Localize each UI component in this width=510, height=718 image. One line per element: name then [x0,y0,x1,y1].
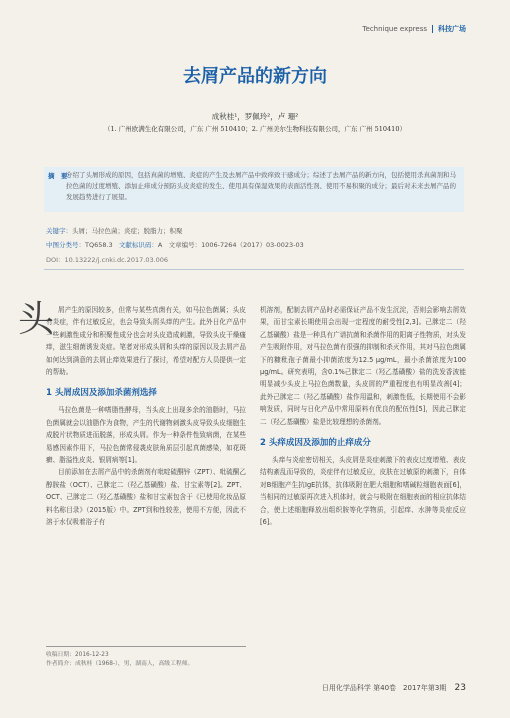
running-header [362,24,466,34]
classification-line [46,240,304,249]
abstract-label: 摘 要： [48,172,74,180]
keywords-text: 头屑；马拉色菌；炎症；脱脂力；积聚 [72,227,183,235]
received-date: 收稿日期：2016-12-23 [46,652,109,658]
author-bio: 作者简介：成秋桂（1968-），男，湖南人，高级工程师。 [46,661,194,667]
journal-name: 日用化学品科学 [321,684,371,692]
clc-value: TQ658.3 [85,241,113,249]
section-2-paragraph-1: 头痒与炎症密切相关，头皮屑是炎症刺激下的表皮过度增殖、表皮结构紊乱而导致的，炎症伴有过敏反应，皮肤在过敏原的刺激下，自体对B细胞产生抗IgE抗体，抗体吸附在肥大细胞和嗜碱粒细胞表面[6]，当相同的过敏原再次进入机体时，就会与吸附在细胞表面的相应抗体结合，使上述细胞释放出组织胺等化学物质，引起痒、水肿等炎症反应[6]。 [260,456,466,527]
right-paragraph-1: 机溶剂，配制去屑产品时必需保证产品不发生沉淀，否则会影响去屑效果，而甘宝素长期使用会出现一定程度的耐受性[2,3]。己脒定二（羟乙基磺酸）盐是一种具有广谱抗菌和杀菌作用的阳离子性物质，对头发产生吸附作用，对马拉色菌有很强的抑制和杀灭作用，其对马拉色菌属下的糠秕孢子菌最小抑菌浓度为12.5 μg/mL，最小杀菌浓度为100 μg/mL。研究表明，含0.1%己脒定二（羟乙基磺酸）盐的洗发香波能明显减少头皮上马拉色菌数量，头皮屑的严重程度也有明显改善[4]；此外己脒定二（羟乙基磺酸）盐作用温和，刺激性低，长期使用不会影响发质，同时与日化产品中常用原料有优良的配伍性[5]，因此己脒定二（羟乙基磺酸）盐是比较理想的杀菌剂。 [260,306,466,426]
doc-code-label: 文献标识码： [118,241,158,249]
doc-code-value: A [157,241,163,249]
article-no-value: 1006-7264（2017）03-0023-03 [201,241,304,249]
header-section-cn: 科技广场 [438,25,466,33]
page-footer [322,683,466,693]
section-2-heading: 2 头痒成因及添加的止痒成分 [260,438,371,449]
article-authors: 成秋桂¹，罗佩玲²，卢 珊² [211,112,299,121]
keywords [46,226,183,235]
header-rule [44,269,464,270]
header-section-en: Technique express [362,25,427,33]
article-title: 去屑产品的新方向 [183,66,327,87]
abstract-text: 介绍了头屑形成的原因，包括真菌的增殖、炎症的产生及去屑产品中致痒致干感成分；综述了去屑产品的新方向，包括使用杀真菌剂和马拉色菌的过度增殖、添加止痒成分预防头皮炎症的发生、使用具有保湿效果的表面活性剂、使用不易积聚的成分；最后对未来去屑产品的发展趋势进行了展望。 [66,171,456,201]
drop-cap: 头 [18,299,55,340]
header-divider [432,25,433,33]
journal-issue: 第40卷 2017年第3期 [373,684,447,692]
intro-paragraph: 屑产生的原因较多，但常与某些真菌有关，如马拉色菌属；头皮有炎症，伴有过敏反应，也会导致头屑头痒的产生。此外日化产品中一些刺激性成分和积聚性成分也会对头皮造成刺激，导致头皮干燥瘙痒，滋生细菌诱发炎症。笔者对形成头屑和头痒的原因以及去屑产品如何达到满意的去屑止痒效果进行了探讨，希望对配方人员提供一定的帮助。 [46,306,246,377]
right-column [260,304,466,529]
author-affiliation: （1. 广州欧满生化有限公司，广东 广州 510410；2. 广州美尔生物科技有限公司，广东 广州 510410） [104,125,406,133]
left-column [46,304,246,529]
keywords-label: 关键字： [46,227,72,235]
section-1-heading: 1 头屑成因及添加杀菌剂选择 [46,388,157,399]
section-1-paragraph-1: 马拉色菌是一种嗜脂性酵母，当头皮上出现多余的油脂时，马拉色菌属就会以油脂作为食物，产生的代谢物刺激头皮导致头皮细胞生成脱片状物质进而脱落，形成头屑。作为一种条件性致病菌，在某些易感因素作用下，马拉色菌常侵袭皮肤角质层引起真菌感染，如花斑癣、脂溢性皮炎、银屑病等[1]。 [46,406,246,465]
section-1-paragraph-2: 目前添加在去屑产品中的杀菌剂有吡啶硫酮锌（ZPT）、吡硫酮乙醇胺盐（OCT）、己脒定二（羟乙基磺酸）盐、甘宝素等[2]。ZPT、OCT、己脒定二（羟乙基磺酸）盐和甘宝素包含于《已使用化妆品原料名称目录》（2015版）中。ZPT到和性较差，使用不方便，因此不溶于水仅吸着浴子有 [46,468,246,527]
received-note [46,646,246,669]
page-number: 23 [454,683,466,693]
abstract-box [44,167,464,212]
doi-line: DOI：10.13222/j.cnki.dc.2017.03.006 [46,256,169,264]
clc-label: 中图分类号： [46,241,85,249]
article-no-label: 文章编号： [168,241,202,249]
